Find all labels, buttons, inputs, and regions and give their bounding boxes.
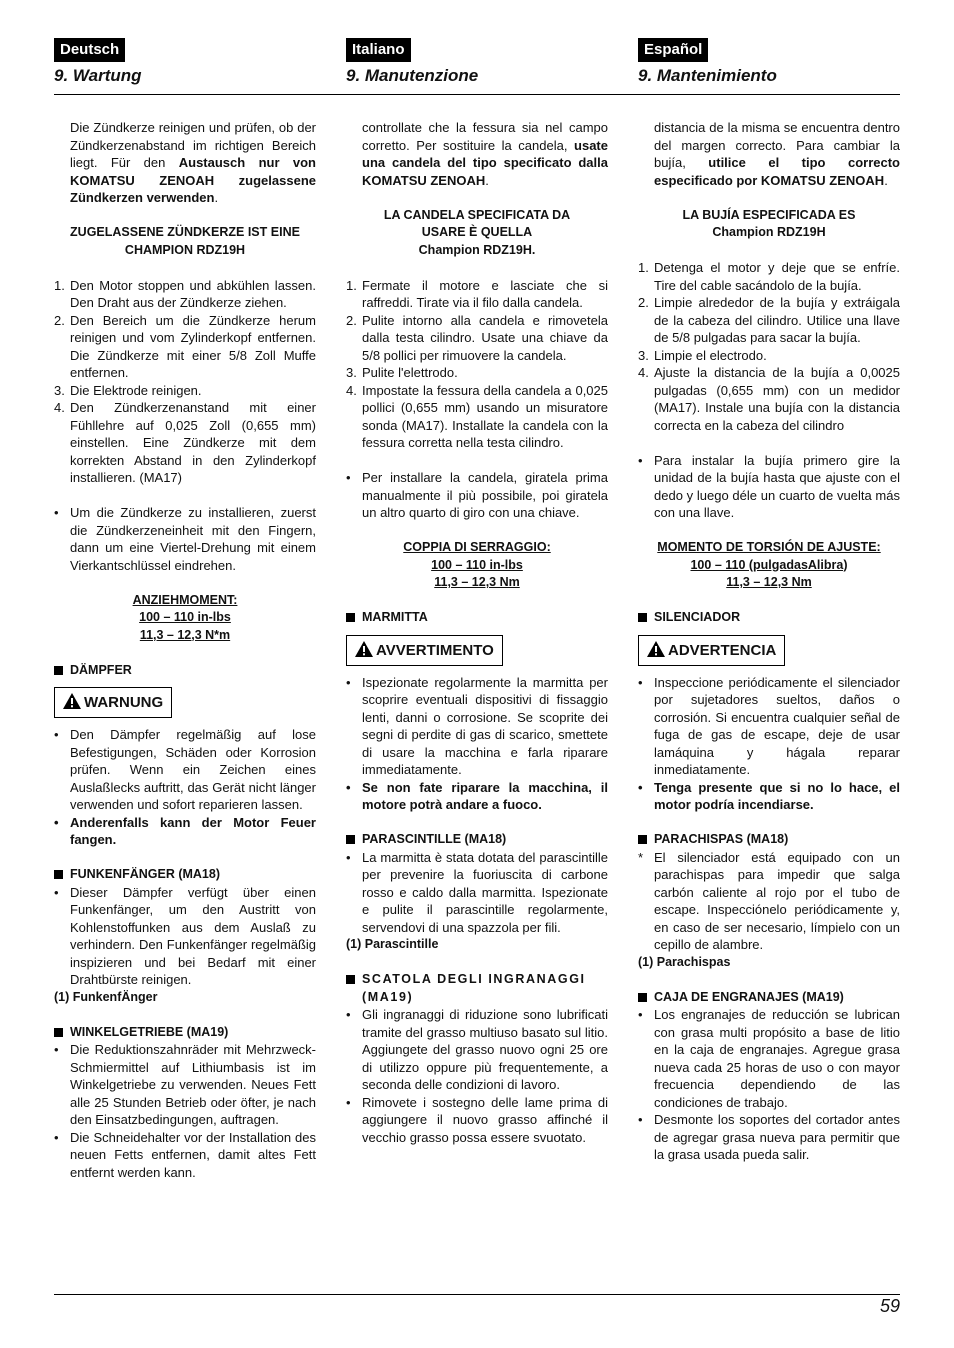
warning-bold-item: • Se non fate riparare la macchina, il motore potrà andare a fuoco. <box>346 779 608 812</box>
spark-arrester-item: • Dieser Dämpfer verfügt über einen Funkenfänger, um den Austritt von Kohlenstoffunken aus dem Auslaß zu verhindern. Den Funkenfänger regelmäßig inspizieren und bei Bedarf mit einer Drahtbürste reinigen. <box>54 884 316 987</box>
warning-bold-item: • Anderenfalls kann der Motor Feuer fangen. <box>54 814 316 847</box>
install-note: • Para instalar la bujía primero gire la unidad de la bujía hasta que ajuste con el dedo y luego déle un cuarto de vuelta más con una llave. <box>638 452 900 520</box>
warning-triangle-icon <box>647 641 665 657</box>
warning-box: AVVERTIMENTO <box>346 635 503 666</box>
gear-item: • Rimovete i sostegno delle lame prima di aggiungere il nuovo grasso affinché il vecchio grasso possa essere svuotato. <box>346 1094 608 1145</box>
warning-item: • Den Dämpfer regelmäßig auf lose Befestigungen, Schäden oder Korrosion prüfen. Wenn ein Zeichen eines Auslaßlecks auftritt, das Gerät nicht länger verwenden und sofort reparieren lassen. <box>54 727 316 812</box>
language-tab: Italiano <box>346 38 411 62</box>
step-item: 4. Den Zündkerzenanstand mit einer Fühllehre auf 0,025 Zoll (0,655 mm) einstellen. Eine Zündkerze mit dem korrekten Abstand in den Zylinderkopf installieren. (MA17) <box>54 400 316 485</box>
step-item: 4. Impostate la fessura della candela a 0,025 pollici (0,655 mm) usando un misuratore sonda (MA17). Installate la candela con la fessura corretta nella testa cilindro. <box>346 382 608 450</box>
steps-list <box>638 259 900 434</box>
gear-item: • Die Reduktionszahnräder mit Mehrzweck-Schmiermittel auf Lithiumbasis ist im Winkelgetriebe zu verwenden. Neues Fett alle 25 Stunden Betrieb oder öfter, je nach den Einsatzbedingungen, auftragen. <box>54 1042 316 1127</box>
gear-case-heading: WINKELGETRIEBE (MA19) <box>54 1024 316 1042</box>
warning-triangle-icon <box>63 693 81 709</box>
gear-item: • Gli ingranaggi di riduzione sono lubrificati tramite del grasso multiuso basato sul litio. Aggiungete del grasso nuovo ogni 25 ore di utilizzo oppure più frequentemente, a seconda delle condizioni di lavoro. <box>346 1007 608 1092</box>
gear-list <box>346 1006 608 1146</box>
column-body <box>638 119 900 1164</box>
spark-plug-spec: ZUGELASSENE ZÜNDKERZE IST EINE CHAMPION RDZ19H <box>70 225 300 257</box>
gear-list <box>638 1006 900 1164</box>
torque-spec: ANZIEHMOMENT: 100 – 110 in-lbs 11,3 – 12,3 N*m <box>132 592 238 642</box>
gear-list <box>54 1041 316 1181</box>
install-note: • Per installare la candela, giratela prima manualmente il più possibile, poi giratela un altro quarto di giro con una chiave. <box>346 470 608 520</box>
spark-arrester-note: (1) FunkenfÄnger <box>54 989 158 1004</box>
intro-paragraph: distancia de la misma se encuentra dentro del margen correcto. Para cambiar la bujía, utilice el tipo correcto especificado por KOMATSU ZENOAH. <box>654 120 900 188</box>
step-item: 1. Fermate il motore e lasciate che si raffreddi. Tirate via il filo dalla candela. <box>346 277 608 310</box>
warning-box: ADVERTENCIA <box>638 635 785 666</box>
muffler-heading: MARMITTA <box>346 609 608 627</box>
step-item: 1. Detenga el motor y deje que se enfríe. Tire del cable sacándolo de la bujía. <box>638 260 900 293</box>
gear-item: • Die Schneidehalter vor der Installation des neuen Fetts entfernen, damit altes Fett entfernt werden kann. <box>54 1129 316 1180</box>
torque-spec: COPPIA DI SERRAGGIO: 100 – 110 in-lbs 11,3 – 12,3 Nm <box>403 540 551 589</box>
spark-arrester-heading: FUNKENFÄNGER (MA18) <box>54 866 316 884</box>
step-item: 3. Die Elektrode reinigen. <box>54 382 202 398</box>
language-tab: Deutsch <box>54 38 125 62</box>
steps-list <box>54 277 316 487</box>
step-item: 2. Pulite intorno alla candela e rimovetela dalla testa cilindro. Usate una chiave da 5/8 pollici per rimuovere la candela. <box>346 312 608 363</box>
gear-item: • Los engranajes de reducción se lubrican con grasa multi propósito a base de litio en la caja de engranajes. Agregue grasa nueva cada 25 horas de uso o con mayor frecuencia dependiendo de las condiciones de trabajo. <box>638 1007 900 1110</box>
step-item: 4. Ajuste la distancia de la bujía a 0,0025 pulgadas (0,655 mm) con un medidor (MA17). Instale una bujía con la distancia correcta en la cabeza del cilindro <box>638 365 900 433</box>
header-rule <box>54 94 900 95</box>
language-tab: Español <box>638 38 708 62</box>
step-item: 2. Den Bereich um die Zündkerze herum reinigen und vom Zylinderkopf entfernen. Die Zündkerze mit einer 5/8 Zoll Muffe entfernen. <box>54 312 316 380</box>
warning-item: • Inspeccione periódicamente el silenciador por sujetadores sueltos, daños o corrosión. Si encuentra cualquier señal de fuga de gas de escape, deje de usar lamáquina y hágala reparar inmediatamente. <box>638 674 900 777</box>
column-body <box>54 119 316 1181</box>
gear-case-heading: CAJA DE ENGRANAJES (MA19) <box>638 989 900 1007</box>
section-title: 9. Wartung <box>54 66 142 85</box>
warning-bold-item: • Tenga presente que si no lo hace, el motor podría incendiarse. <box>638 779 900 812</box>
muffler-heading: DÄMPFER <box>54 662 316 680</box>
gear-item: • Desmonte los soportes del cortador antes de agregar grasa nueva para permitir que la grasa usada pueda salir. <box>638 1112 900 1162</box>
steps-list <box>346 277 608 452</box>
spark-arrester-item: • La marmitta è stata dotata del parascintille per prevenire la fuoriuscita di carbone rosso e caldo dalla marmitta. Ispezionate e pulite il parascintille regolarmente, servendovi di una spazzola per fili. <box>346 849 608 935</box>
warning-item: • Ispezionate regolarmente la marmitta per scoprire eventuali dispositivi di fissaggio lenti, danni o corrosione. Se scoprite dei segni di perdite di gas di scarico, smettete di usare la macchina e farla riparare immediatamente. <box>346 674 608 777</box>
intro-paragraph: controllate che la fessura sia nel campo corretto. Per sostituire la candela, usate una candela del tipo specificato dalla KOMATSU ZENOAH. <box>362 120 608 188</box>
step-item: 2. Limpie alrededor de la bujía y extráigala de la cabeza del cilindro. Utilice una llave de 5/8 pulgadas para sacar la bujía. <box>638 295 900 345</box>
spark-arrester-heading: PARACHISPAS (MA18) <box>638 831 900 849</box>
install-note: • Um die Zündkerze zu installieren, zuerst die Zündkerzeneinheit mit den Fingern, dann um eine Viertel-Drehung mit einem Vierkantschlüssel eindrehen. <box>54 505 316 573</box>
footer-rule <box>54 1294 900 1295</box>
page-number: 59 <box>879 1296 900 1316</box>
step-item: 3. Pulite l'elettrodo. <box>346 365 458 380</box>
spark-plug-spec: LA CANDELA SPECIFICATA DA USARE È QUELLA Champion RDZ19H. <box>383 207 571 257</box>
section-title: 9. Mantenimiento <box>638 66 777 85</box>
warning-box: WARNUNG <box>54 687 172 718</box>
intro-paragraph: Die Zündkerze reinigen und prüfen, ob der Zündkerzenabstand im richtigen Bereich liegt. Für den Austausch nur von KOMATSU ZENOAH zugelassene Zündkerzen verwenden. <box>70 120 316 205</box>
spark-arrester-item: * El silenciador está equipado con un parachispas para impedir que salga carbón caliente al rojo por el tubo de escape. Inspecciónelo periódicamente y, en caso de ser necesario, límpielo con un cepillo de alambre. <box>638 849 900 952</box>
section-title: 9. Manutenzione <box>346 66 479 85</box>
muffler-heading: SILENCIADOR <box>638 609 900 627</box>
torque-spec: MOMENTO DE TORSIÓN DE AJUSTE: 100 – 110 (pulgadasAlibra) 11,3 – 12,3 Nm <box>657 540 881 589</box>
spark-plug-spec: LA BUJÍA ESPECIFICADA ES Champion RDZ19H <box>682 207 856 239</box>
spark-arrester-heading: PARASCINTILLE (MA18) <box>346 831 608 849</box>
step-item: 3. Limpie el electrodo. <box>638 347 767 363</box>
column-body <box>346 119 608 1146</box>
spark-arrester-note: (1) Parachispas <box>638 954 731 969</box>
spark-arrester-note: (1) Parascintille <box>346 937 439 951</box>
step-item: 1. Den Motor stoppen und abkühlen lassen. Den Draht aus der Zündkerze ziehen. <box>54 277 316 310</box>
gear-case-heading: SCATOLA DEGLI INGRANAGGI (MA19) <box>346 971 608 1006</box>
warning-triangle-icon <box>355 641 373 657</box>
